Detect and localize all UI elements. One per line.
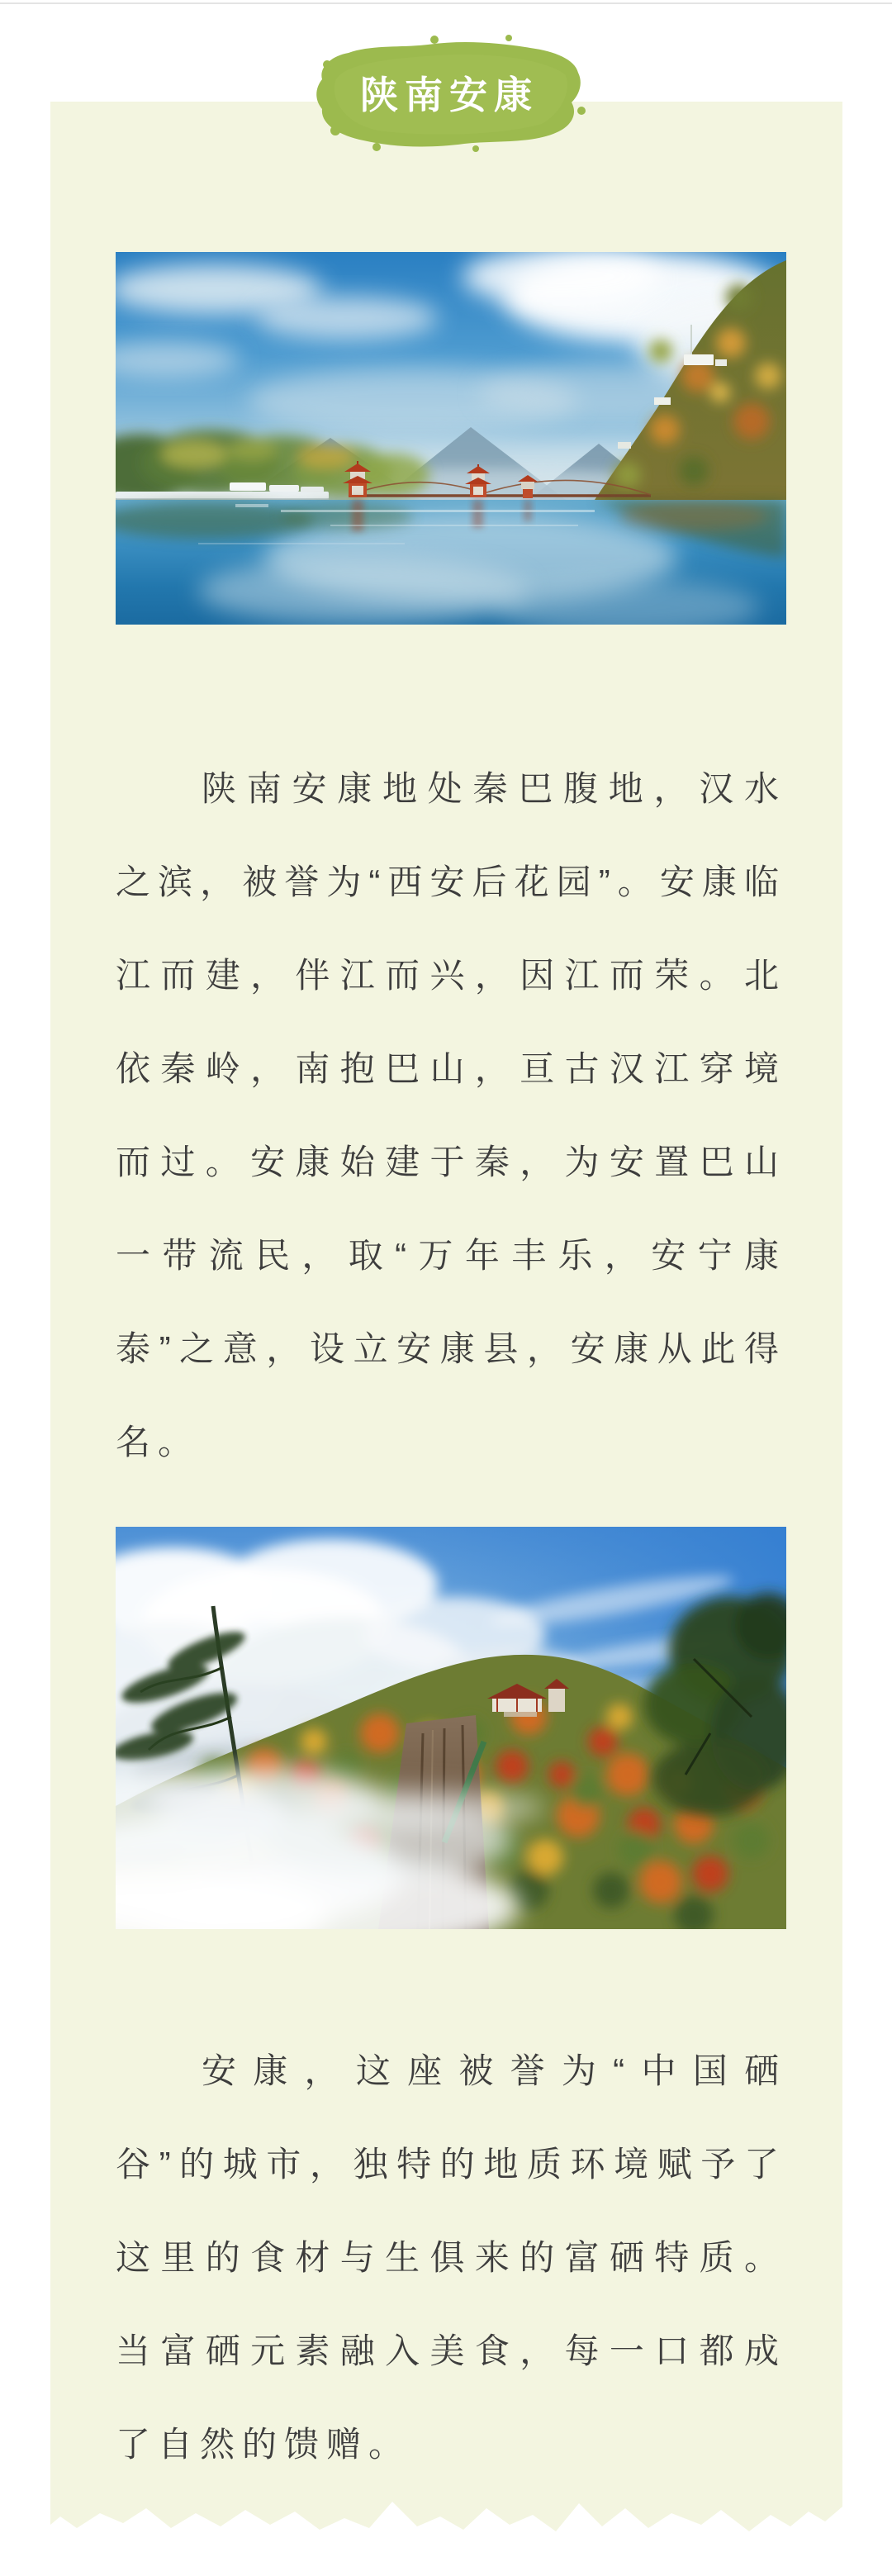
section-title-badge <box>302 31 590 154</box>
autumn-mountains-photo <box>116 1527 786 1929</box>
paragraph-selenium-valley: 安康，这座被誉为“中国硒谷”的城市，独特的地质环境赋予了这里的食材与生俱来的富硒特质。当富硒元素融入美食，每一口都成了自然的馈赠。 <box>116 2051 786 2464</box>
lake-pavilions-photo <box>116 252 786 625</box>
paragraph-intro: 陕南安康地处秦巴腹地，汉水之滨，被誉为“西安后花园”。安康临江而建，伴江而兴，因江而荣。北依秦岭，南抱巴山，亘古汉江穿境而过。安康始建于秦，为安置巴山一带流民，取“万年丰乐，安宁康泰”之意，设立安康县，安康从此得名。 <box>116 769 786 1461</box>
section-title: 陕南安康 <box>360 74 539 116</box>
top-divider <box>0 2 892 4</box>
